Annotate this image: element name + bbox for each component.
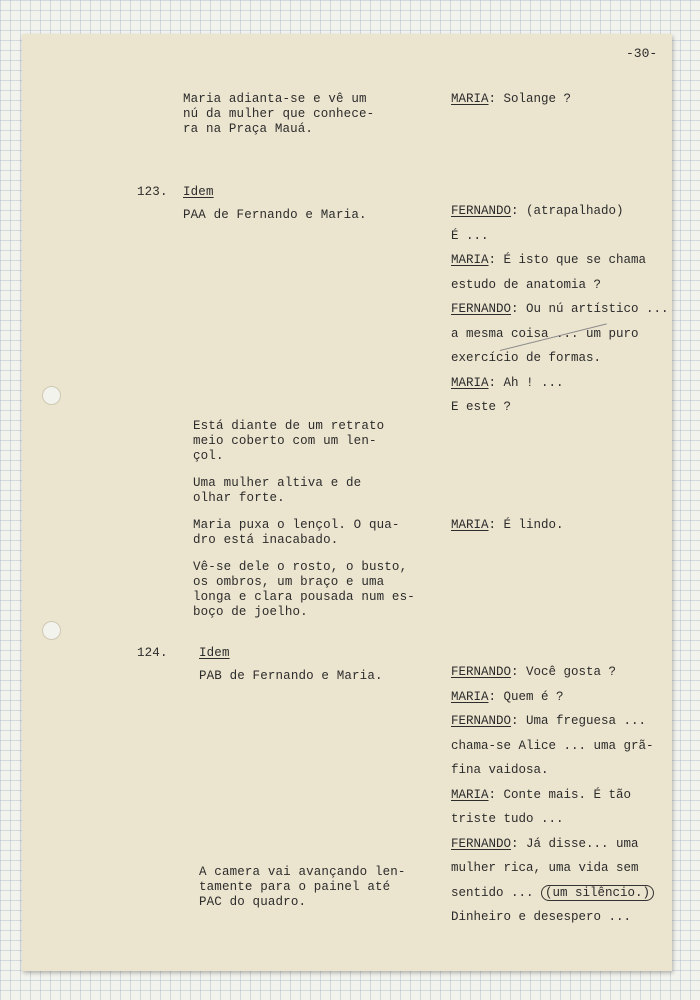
dialogue-line: [451, 253, 669, 278]
action-line: olhar forte.: [193, 491, 285, 505]
dialogue-line: [451, 376, 669, 401]
action-line: Maria puxa o lençol. O qua-: [193, 518, 400, 532]
speaker-name: MARIA: [451, 92, 489, 106]
dialogue-line: [451, 229, 669, 254]
scene-number: 123.: [137, 185, 168, 199]
dialogue-line: [451, 714, 654, 739]
dialogue-line: [451, 400, 669, 425]
action-paragraph: [193, 419, 415, 464]
dialogue-text: E este ?: [451, 400, 512, 414]
dialogue-text: É ...: [451, 228, 489, 243]
action-line: Vê-se dele o rosto, o busto,: [193, 560, 408, 574]
camera-direction: [199, 865, 406, 922]
dialogue-line: [451, 788, 654, 813]
dialogue-text: exercício de formas.: [451, 351, 602, 365]
action-line: dro está inacabado.: [193, 533, 339, 547]
speaker-name: FERNANDO: [451, 665, 512, 679]
dialogue-block: [451, 665, 654, 935]
action-line: os ombros, um braço e uma: [193, 575, 385, 589]
speaker-name: MARIA: [451, 375, 489, 390]
action-paragraph: [183, 92, 374, 137]
dialogue-text: : Ou nú artístico ...: [511, 302, 669, 316]
dialogue-line: [451, 302, 669, 327]
action-line: Está diante de um retrato: [193, 419, 385, 433]
dialogue-text: triste tudo ...: [451, 812, 564, 826]
dialogue-line: [451, 204, 669, 229]
action-line: ra na Praça Mauá.: [183, 122, 314, 136]
top-dialogue: [451, 92, 571, 107]
action-line: longa e clara pousada num es-: [193, 590, 415, 604]
speaker-name: FERNANDO: [451, 836, 512, 851]
dialogue-text: : Conte mais. É tão: [488, 787, 632, 802]
action-line: Maria adianta-se e vê um: [183, 92, 367, 106]
scene-heading: Idem: [199, 646, 230, 660]
dialogue-text: : Solange ?: [488, 92, 572, 106]
dialogue-text: chama-se Alice ... uma grã-: [451, 738, 654, 753]
action-paragraph: [193, 560, 415, 620]
speaker-name: FERNANDO: [451, 204, 512, 218]
action-line: PAC do quadro.: [199, 895, 307, 909]
action-block: [193, 419, 415, 632]
dialogue-text: : (atrapalhado): [511, 204, 624, 218]
action-line: A camera vai avançando len-: [199, 865, 406, 879]
dialogue-line: [451, 812, 654, 837]
shot-description: PAB de Fernando e Maria.: [199, 669, 383, 683]
speaker-name: FERNANDO: [451, 714, 512, 728]
dialogue-line: [451, 351, 669, 376]
dialogue-text: mulher rica, uma vida sem: [451, 861, 639, 875]
dialogue-text: : Quem é ?: [488, 689, 564, 704]
action-line: boço de joelho.: [193, 605, 308, 619]
dialogue-line: [451, 837, 654, 862]
speaker-name: MARIA: [451, 253, 489, 267]
action-line: Uma mulher altiva e de: [193, 476, 362, 490]
dialogue-line: [451, 861, 654, 886]
scene-number: 124.: [137, 646, 168, 660]
circled-annotation: (um silêncio.): [541, 885, 654, 901]
action-line: tamente para o painel até: [199, 880, 391, 894]
page-number: -30-: [626, 46, 658, 61]
dialogue-text: : É isto que se chama: [488, 253, 647, 267]
dialogue-line: [451, 278, 669, 303]
action-paragraph: [193, 476, 415, 506]
punch-hole: [42, 386, 61, 405]
dialogue-text: : Você gosta ?: [511, 665, 617, 679]
dialogue-line: [451, 886, 654, 911]
dialogue-text: : Ah ! ...: [488, 375, 564, 390]
action-line: çol.: [193, 449, 224, 463]
dialogue-line: [451, 910, 654, 935]
action-paragraph: [193, 518, 415, 548]
dialogue-text: estudo de anatomia ?: [451, 277, 602, 292]
shot-description: PAA de Fernando e Maria.: [183, 208, 367, 222]
dialogue-line: [451, 763, 654, 788]
dialogue-line: [451, 739, 654, 764]
action-line: nú da mulher que conhece-: [183, 107, 375, 121]
dialogue-text: sentido ...: [451, 885, 534, 900]
action-line: meio coberto com um len-: [193, 434, 377, 448]
speaker-name: MARIA: [451, 518, 489, 532]
dialogue-line: [451, 690, 654, 715]
dialogue-text: Dinheiro e desespero ...: [451, 910, 632, 924]
dialogue-line: [451, 665, 654, 690]
dialogue-reply: [451, 518, 564, 533]
dialogue-text: : Uma freguesa ...: [511, 714, 647, 728]
punch-hole: [42, 621, 61, 640]
speaker-name: MARIA: [451, 689, 489, 704]
dialogue-block: [451, 204, 669, 425]
dialogue-text: a mesma coisa ... um puro: [451, 326, 639, 341]
speaker-name: MARIA: [451, 787, 489, 802]
dialogue-text: : É lindo.: [488, 518, 564, 532]
scene-heading: Idem: [183, 185, 214, 199]
top-action: [183, 92, 374, 149]
dialogue-line: [451, 327, 669, 352]
dialogue-text: : Já disse... uma: [511, 836, 639, 851]
action-paragraph: [199, 865, 406, 910]
speaker-name: FERNANDO: [451, 302, 512, 316]
dialogue-text: fina vaidosa.: [451, 763, 549, 777]
